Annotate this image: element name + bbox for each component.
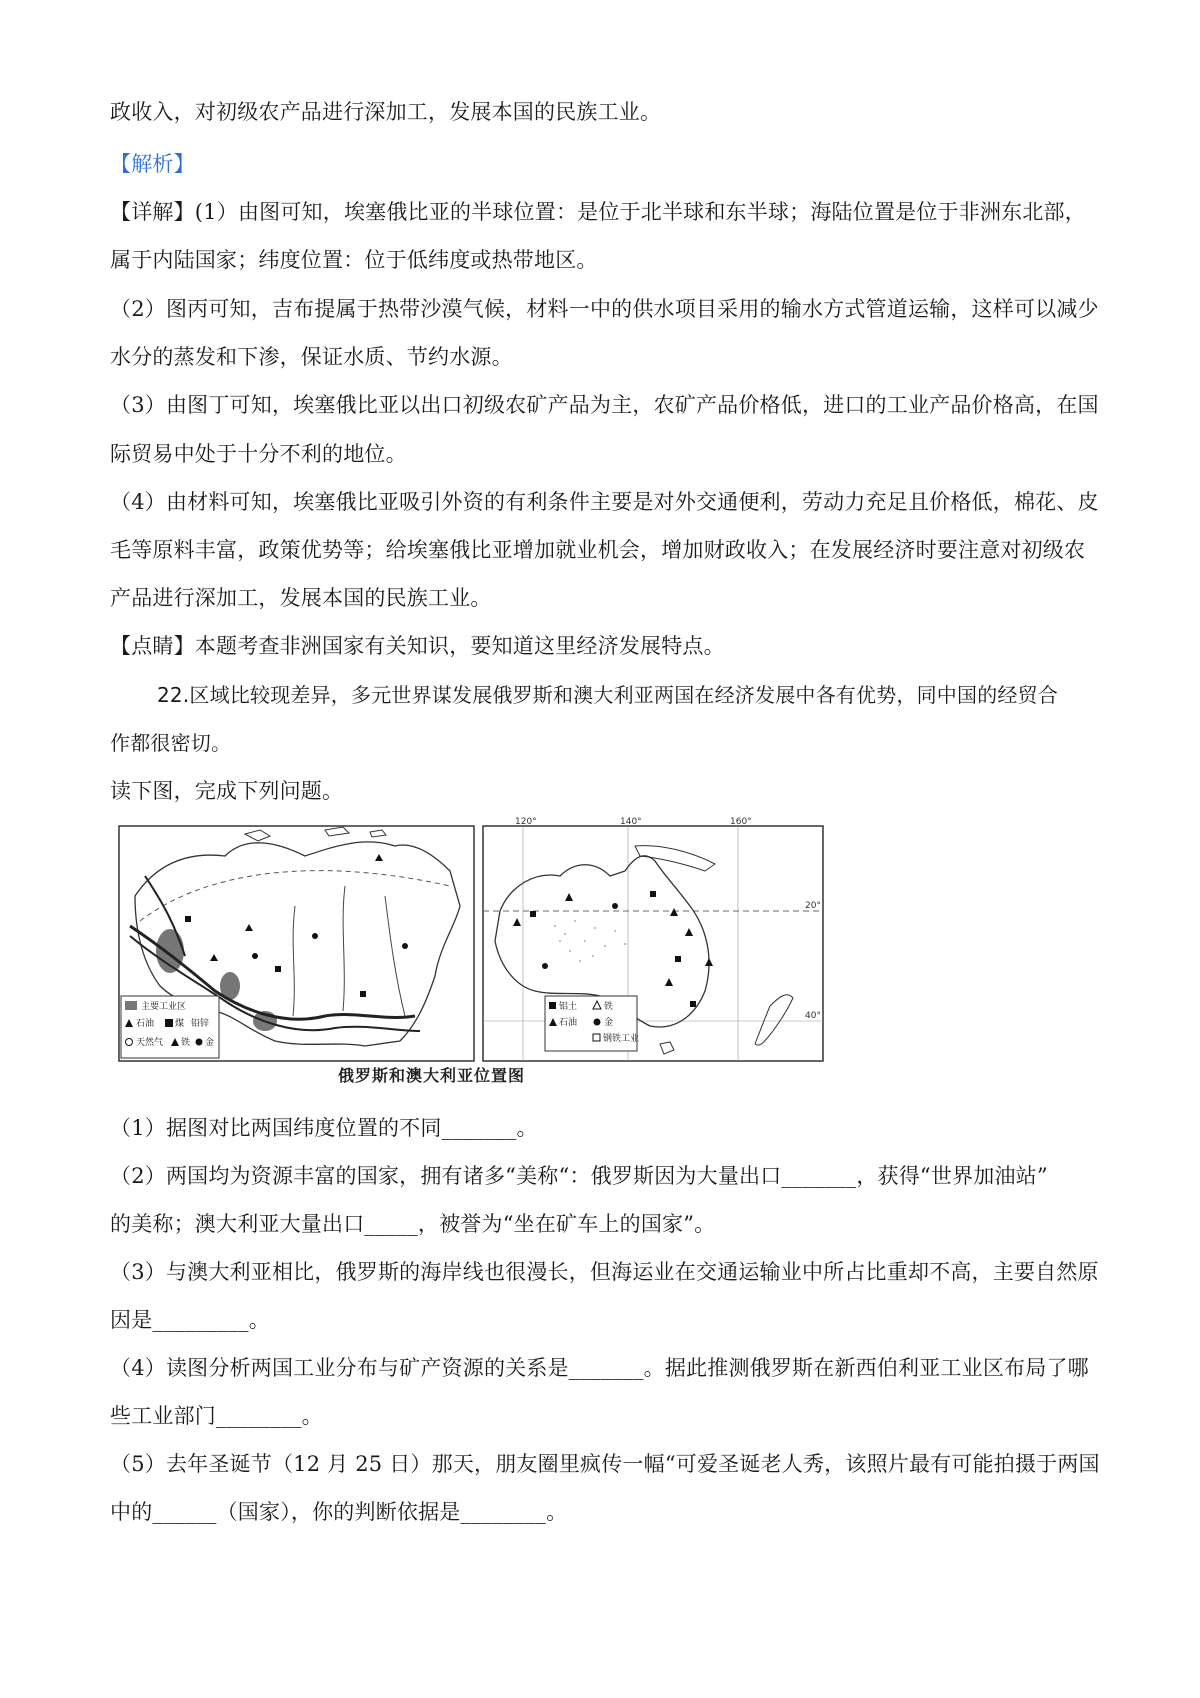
legend-label: 天然气 xyxy=(136,1038,164,1048)
sub-question: （1）据图对比两国纬度位置的不同_______。 xyxy=(110,1116,538,1140)
legend-label: 金 xyxy=(604,1018,614,1028)
legend-label: 铁 xyxy=(604,1002,614,1012)
longitude-label: 120° xyxy=(515,817,537,827)
text-line: （4）由材料可知，埃塞俄比亚吸引外资的有利条件主要是对外交通便利，劳动力充足且价格低，棉花、皮 xyxy=(110,490,1099,514)
text-line: 属于内陆国家；纬度位置：位于低纬度或热带地区。 xyxy=(110,248,598,272)
text-line: 产品进行深加工，发展本国的民族工业。 xyxy=(110,586,492,610)
latitude-label: 40° xyxy=(805,1011,821,1021)
legend-label: 石油 xyxy=(559,1018,578,1028)
sub-question: 中的______（国家），你的判断依据是________。 xyxy=(110,1500,568,1524)
text-line: 毛等原料丰富，政策优势等；给埃塞俄比亚增加就业机会，增加财政收入；在发展经济时要注意对初级农 xyxy=(110,538,1086,562)
legend-label: 石油 xyxy=(136,1019,155,1029)
sub-question: （4）读图分析两国工业分布与矿产资源的关系是_______。据此推测俄罗斯在新西伯利亚工业区布局了哪 xyxy=(110,1356,1089,1380)
australia-map xyxy=(483,817,823,1061)
legend-label: 金 xyxy=(205,1038,215,1048)
text-line: 水分的蒸发和下渗，保证水质、节约水源。 xyxy=(110,345,513,369)
sub-question: （2）两国均为资源丰富的国家，拥有诸多“美称“：俄罗斯因为大量出口_______，获得“世界加油站” xyxy=(110,1164,1048,1188)
text-line: 政收入，对初级农产品进行深加工，发展本国的民族工业。 xyxy=(110,100,662,124)
question-stem: 22.区域比较现差异，多元世界谋发展俄罗斯和澳大利亚两国在经济发展中各有优势，同中国的经贸合 xyxy=(157,683,1059,707)
longitude-label: 140° xyxy=(620,817,642,827)
map-svg xyxy=(115,816,830,1082)
text-line: 【点睛】本题考查非洲国家有关知识，要知道这里经济发展特点。 xyxy=(110,634,725,658)
text-line: （2）图丙可知，吉布提属于热带沙漠气候，材料一中的供水项目采用的输水方式管道运输，这样可以减少 xyxy=(110,297,1099,321)
figure-caption: 俄罗斯和澳大利亚位置图 xyxy=(338,1066,526,1085)
sub-question: 因是_________。 xyxy=(110,1308,270,1332)
legend-label: 煤 xyxy=(175,1019,185,1029)
analysis-heading: 【解析】 xyxy=(110,152,195,176)
sub-question: 的美称；澳大利亚大量出口_____，被誉为“坐在矿车上的国家”。 xyxy=(110,1212,716,1236)
longitude-label: 160° xyxy=(730,817,752,827)
legend-label: 铁 xyxy=(181,1038,191,1048)
sub-question: （3）与澳大利亚相比，俄罗斯的海岸线也很漫长，但海运业在交通运输业中所占比重却不高，主要自然原 xyxy=(110,1260,1099,1284)
sub-question: 些工业部门________。 xyxy=(110,1404,323,1428)
question-instruction: 读下图，完成下列问题。 xyxy=(110,779,344,803)
map-figure xyxy=(115,816,830,1082)
text-line: （3）由图丁可知，埃塞俄比亚以出口初级农矿产品为主，农矿产品价格低，进口的工业产品价格高，在国 xyxy=(110,393,1099,417)
question-stem: 作都很密切。 xyxy=(110,731,232,755)
latitude-label: 20° xyxy=(805,901,821,911)
legend-label: 主要工业区 xyxy=(141,1002,187,1012)
text-line: 【详解】(1）由图可知，埃塞俄比亚的半球位置：是位于北半球和东半球；海陆位置是位于非洲东北部， xyxy=(110,200,1086,224)
legend-label: 钢铁工业 xyxy=(603,1034,640,1044)
legend-label: 铅锌 xyxy=(191,1019,210,1029)
russia-map xyxy=(119,826,474,1061)
legend-label: 铝土 xyxy=(559,1002,578,1012)
text-line: 际贸易中处于十分不利的地位。 xyxy=(110,442,407,466)
sub-question: （5）去年圣诞节（12 月 25 日）那天，朋友圈里疯传一幅“可爱圣诞老人秀，该照片最有可能拍摄于两国 xyxy=(110,1452,1100,1476)
